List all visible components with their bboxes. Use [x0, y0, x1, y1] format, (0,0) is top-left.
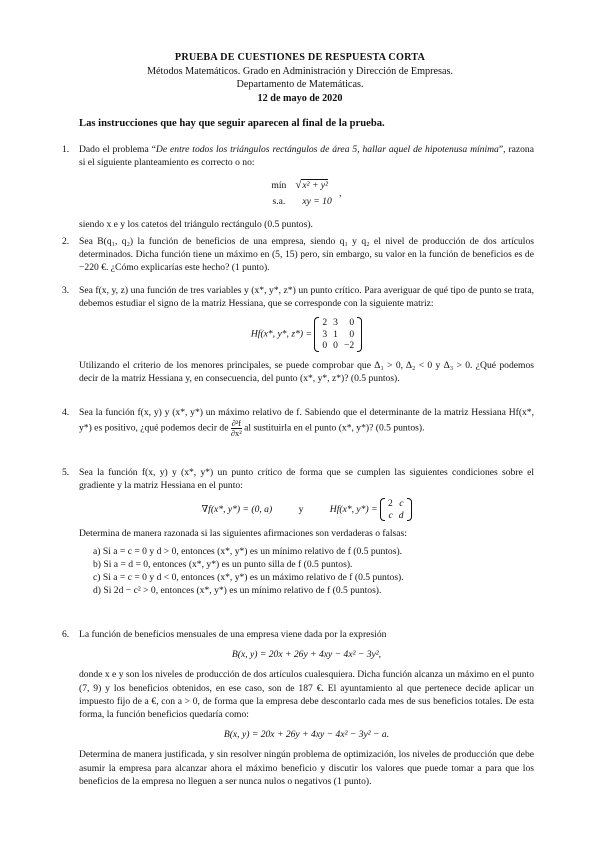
q1-constraint: xy = 10 — [302, 195, 332, 207]
matrix-cell: c — [399, 498, 404, 510]
matrix-cell: d — [398, 509, 404, 521]
department-name: Departamento de Matemáticas. — [236, 79, 364, 90]
matrix-cell: 3 — [322, 328, 328, 340]
q1-optimization-problem: mín √x² + y² s.a. xy = 10 , — [79, 178, 534, 208]
frac-denominator: ∂x² — [230, 429, 242, 439]
statement-item: b) Si a = d = 0, entonces (x*, y*) es un punto silla de f (0.5 puntos). — [93, 558, 353, 570]
q6-paragraph-2: Determina de manera justificada, y sin resolver ningún problema de optimización, los niveles de producción que debe asumir la empresa para alcanzar ahora el máximo beneficio y discutir los valores que puede tomar a para que los beneficios de la empresa no lleguen a ser nunca nulos o negativos (1 punto). — [79, 749, 534, 787]
matrix-cell: 2 — [322, 317, 328, 329]
question-2 — [62, 235, 534, 275]
q6-equation-1: B(x, y) = 20x + 26y + 4xy − 4x² − 3y², — [231, 649, 382, 661]
question-number: 5. — [62, 467, 70, 478]
q1-intro: Dado el problema “ — [79, 144, 156, 155]
frac-numerator: ∂²f — [231, 419, 242, 429]
statement-item: c) Si a = c = 0 y d < 0, entonces (x*, y*) es un máximo relativo de f (0.5 puntos). — [93, 572, 404, 584]
exam-date: 12 de mayo de 2020 — [257, 92, 343, 104]
q1-objective: x² + y² — [302, 180, 328, 192]
q5-hessian-label: Hf(x*, y*) = — [329, 504, 378, 516]
q3-hessian-matrix — [314, 317, 362, 352]
q5-and: y — [298, 504, 304, 516]
question-number: 4. — [62, 407, 70, 418]
question-number: 1. — [62, 144, 70, 155]
q4-text-a: Sea la función f(x, y) y (x*, y*) un máximo relativo de f. Sabiendo que el determinante de la matriz Hessiana Hf(x*, y*) es positivo, ¿qué podemos decir de — [79, 407, 534, 434]
question-number: 2. — [62, 236, 70, 247]
q6-intro: La función de beneficios mensuales de una empresa viene dada por la expresión — [79, 629, 387, 640]
question-4 — [62, 406, 534, 438]
exam-header — [0, 51, 600, 105]
q5-hessian-matrix — [380, 498, 412, 521]
q3-text: Sea f(x, y, z) una función de tres variables y (x*, y*, z*) un punto crítico. Para averiguar de qué tipo de punto se trata, debemos estudiar el signo de la matriz Hessiana, que se corresponde con la siguiente matriz: — [79, 285, 534, 310]
matrix-cell: 3 — [333, 317, 338, 329]
matrix-cell: 0 — [333, 340, 338, 352]
q5-prompt: Determina de manera razonada si las siguientes afirmaciones son verdaderas o falsas: — [79, 528, 407, 540]
q4-partial-derivative — [231, 419, 242, 438]
q6-equation-2: B(x, y) = 20x + 26y + 4xy − 4x² − 3y² − a. — [223, 729, 390, 741]
question-1 — [62, 143, 534, 231]
course-name: Métodos Matemáticos. Grado en Administración y Dirección de Empresas. — [146, 65, 454, 77]
min-label: mín — [271, 180, 287, 192]
q2-text: Sea B(q₁, q₂) la función de beneficios de una empresa, siendo q₁ y q₂ el nivel de producción de dos artículos determinados. Dicha función tiene un máximo en (5, 15) pero, sin embargo, su valor en la función de beneficios es de −220 €. ¿Cómo explicarías este hecho? (1 punto). — [79, 236, 534, 274]
q1-closing: siendo x e y los catetos del triángulo rectángulo (0.5 puntos). — [79, 218, 313, 230]
q5-gradient: ∇f(x*, y*) = (0, a) — [201, 504, 273, 516]
q5-conditions — [79, 498, 534, 521]
q3-matrix-label: Hf(x*, y*, z*) = — [250, 329, 312, 341]
q3-hessian-equation — [79, 317, 534, 352]
matrix-cell: 1 — [333, 328, 338, 340]
q1-after-quote: ”, razona si el siguiente planteamiento es correcto o no: — [79, 144, 534, 169]
q3-closing: Utilizando el criterio de los menores principales, se puede comprobar que Δ₁ > 0, Δ₂ < 0 y Δ₃ > 0. ¿Qué podemos decir de la matriz Hessiana y, en consecuencia, del punto (x*, y*, z*)? (0.5 puntos). — [79, 359, 534, 385]
question-number: 6. — [62, 629, 70, 640]
question-5 — [62, 466, 534, 597]
statement-item: a) Si a = c = 0 y d > 0, entonces (x*, y*) es un mínimo relativo de f (0.5 puntos). — [93, 545, 403, 557]
matrix-cell: 0 — [349, 317, 355, 329]
subject-to-label: s.a. — [272, 195, 286, 207]
q1-comma: , — [339, 188, 342, 199]
q6-paragraph-1: donde x e y son los niveles de producción de dos artículos cualesquiera. Dicha función alcanza un máximo en el punto (7, 9) y los beneficios obtenidos, en ese caso, son de 187 €. El ayuntamiento al que pertenece decide aplicar un impuesto fijo de a €, con a > 0, de forma que la empresa debe descontarlo cada mes de sus beneficios totales. De esta forma, la función beneficios quedaría como: — [79, 669, 534, 721]
exam-title: PRUEBA DE CUESTIONES DE RESPUESTA CORTA — [174, 52, 426, 63]
question-number: 3. — [62, 285, 70, 296]
q5-statements — [79, 545, 534, 598]
instructions-note: Las instrucciones que hay que seguir aparecen al final de la prueba. — [79, 118, 385, 129]
statement-item: d) Si 2d − c² > 0, entonces (x*, y*) es un mínimo relativo de f (0.5 puntos). — [93, 585, 382, 597]
matrix-cell: −2 — [343, 340, 355, 352]
matrix-cell: 0 — [349, 328, 355, 340]
matrix-cell: 2 — [387, 498, 393, 510]
q5-text: Sea la función f(x, y) y (x*, y*) un punto crítico de forma que se cumplen las siguientes condiciones sobre el gradiente y la matriz Hessiana en el punto: — [79, 467, 534, 492]
q1-quote: De entre todos los triángulos rectángulos de área 5, hallar aquel de hipotenusa mínima — [155, 144, 499, 155]
matrix-cell: 0 — [322, 340, 328, 352]
q4-text-b: al sustituirla en el punto (x*, y*)? (0.5 puntos). — [244, 422, 425, 434]
question-6 — [62, 628, 534, 788]
question-3 — [62, 284, 534, 385]
matrix-cell: c — [388, 509, 393, 521]
